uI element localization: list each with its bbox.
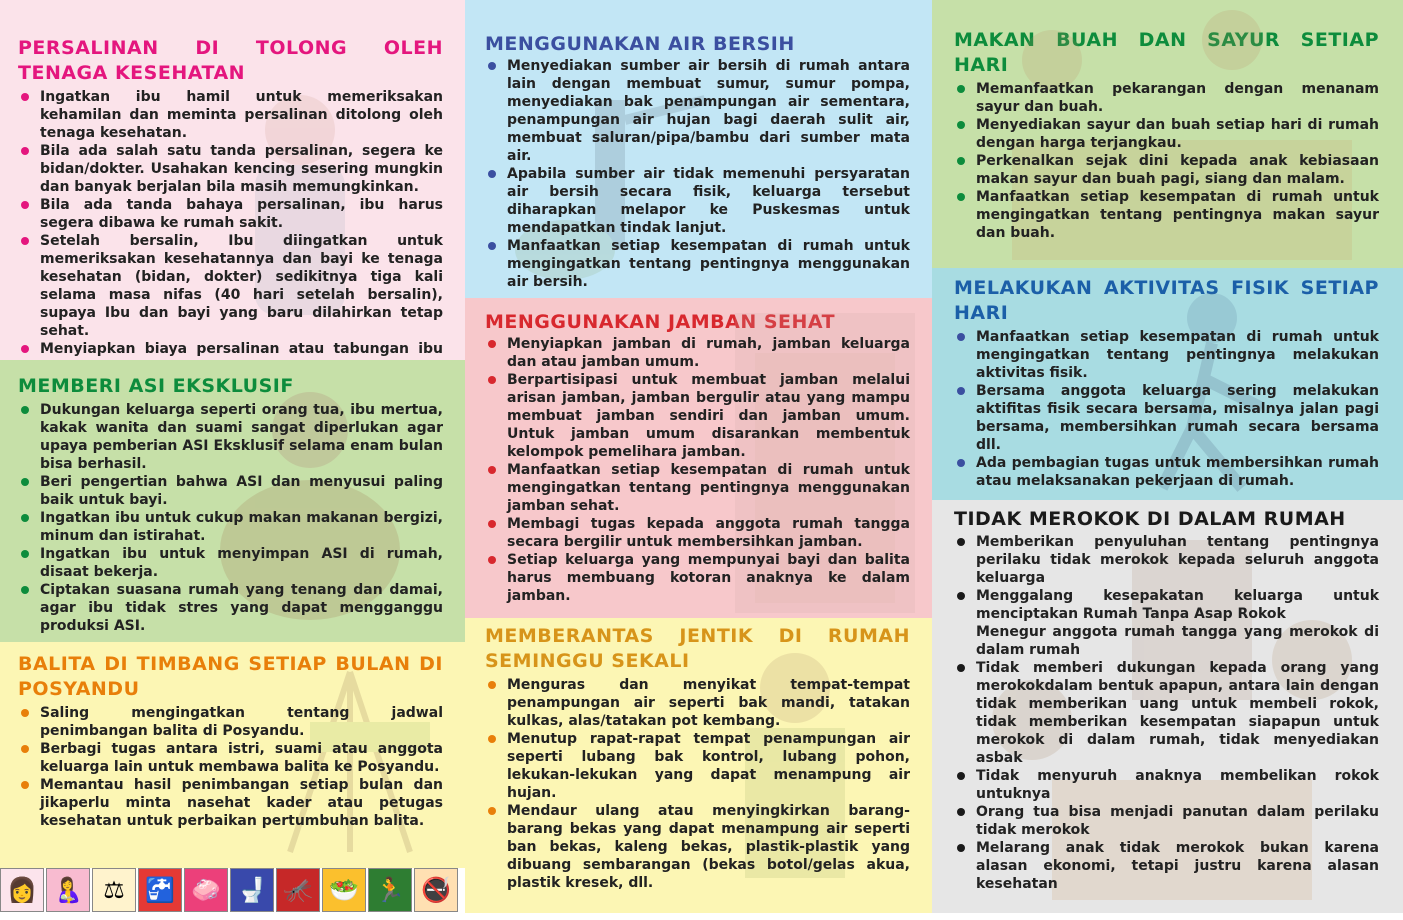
section-title: MENGGUNAKAN JAMBAN SEHAT: [485, 311, 836, 333]
mosquito-larva-icon: 🦟: [276, 868, 320, 912]
list-item: Menyediakan sayur dan buah setiap hari di rumah dengan harga terjangkau.: [954, 116, 1379, 152]
section-aktivitas-fisik: [932, 268, 1403, 500]
list-item: Manfaatkan setiap kesempatan di rumah untuk mengingatkan tentang pentingnya makan sayur dan buah.: [954, 188, 1379, 242]
list-item: Memberikan penyuluhan tentang pentingnya perilaku tidak merokok kepada seluruh anggota keluarga: [954, 533, 1379, 587]
list-item: Manfaatkan setiap kesempatan di rumah untuk mengingatkan tentang pentingnya menggunakan jamban sehat.: [485, 461, 910, 515]
bullet-list: [18, 704, 443, 830]
handwashing-icon: 🧼: [184, 868, 228, 912]
bullet-list: [485, 57, 910, 291]
section-balita: [0, 642, 465, 868]
water-tap-icon: 🚰: [138, 868, 182, 912]
scale-icon: ⚖: [92, 868, 136, 912]
section-title: MELAKUKAN AKTIVITAS FISIK SETIAP HARI: [954, 277, 1379, 324]
list-item: Memanfaatkan pekarangan dengan menanam sayur dan buah.: [954, 80, 1379, 116]
breastfeeding-icon: 🤱: [46, 868, 90, 912]
section-title: MEMBERANTAS JENTIK DI RUMAH SEMINGGU SEKALI: [485, 625, 910, 672]
section-jamban: [465, 298, 932, 618]
list-item: Beri pengertian bahwa ASI dan menyusui paling baik untuk bayi.: [18, 473, 443, 509]
vegetables-icon: 🥗: [322, 868, 366, 912]
list-item: Menyiapkan jamban di rumah, jamban keluarga dan atau jamban umum.: [485, 335, 910, 371]
list-item: Mendaur ulang atau menyingkirkan barang-barang bekas yang dapat menampung air seperti ban bekas, kaleng bekas, plastik-plastik yang dibuang sembarangan (bekas botol/gelas akua, plastik kresek, dll.: [485, 802, 910, 892]
list-item: Menegur anggota rumah tangga yang merokok di dalam rumah: [976, 624, 1379, 658]
list-item: Manfaatkan setiap kesempatan di rumah untuk mengingatkan tentang pentingnya melakukan aktivitas fisik.: [954, 328, 1379, 382]
bullet-list: [954, 80, 1379, 242]
list-item: Ingatkan ibu hamil untuk memeriksakan kehamilan dan meminta persalinan ditolong oleh tenaga kesehatan.: [18, 88, 443, 142]
list-item: Menggalang kesepakatan keluarga untuk menciptakan Rumah Tanpa Asap Rokok: [954, 587, 1379, 623]
list-item: Perkenalkan sejak dini kepada anak kebiasaan makan sayur dan buah pagi, siang dan malam.: [954, 152, 1379, 188]
mother-baby-icon: 👩: [0, 868, 44, 912]
section-asi: [0, 360, 465, 642]
list-item: Setiap keluarga yang mempunyai bayi dan balita harus membuang kotoran anaknya ke dalam jamban.: [485, 551, 910, 605]
section-jentik: [465, 618, 932, 913]
list-item: Dukungan keluarga seperti orang tua, ibu mertua, kakak wanita dan suami sangat diperlukan agar upaya pemberian ASI Eksklusif selama enam bulan bisa berhasil.: [18, 401, 443, 473]
section-air-bersih: [465, 0, 932, 298]
bullet-list: [954, 533, 1379, 893]
list-item: Berbagi tugas antara istri, suami atau anggota keluarga lain untuk membawa balita ke Posyandu.: [18, 740, 443, 776]
bullet-list: [18, 88, 443, 376]
activity-icon: 🏃: [368, 868, 412, 912]
section-title: PERSALINAN DI TOLONG OLEH TENAGA KESEHATAN: [18, 37, 443, 84]
list-item: Menguras dan menyikat tempat-tempat penampungan air seperti bak mandi, tatakan kulkas, alas/tatakan pot kembang.: [485, 676, 910, 730]
bullet-list: [18, 401, 443, 635]
list-item: Setelah bersalin, Ibu diingatkan untuk memeriksakan kesehatannya dan bayi ke tenaga kesehatan (bidan, dokter) sedikitnya tiga kali selama masa nifas (40 hari setelah bersalin), supaya Ibu dan bayi yang baru dilahirkan tetap sehat.: [18, 232, 443, 340]
list-item: Bersama anggota keluarga sering melakukan aktifitas fisik secara bersama, misalnya jalan pagi bersama, membersihkan rumah secara bersama dll.: [954, 382, 1379, 454]
list-item: Manfaatkan setiap kesempatan di rumah untuk mengingatkan tentang pentingnya menggunakan air bersih.: [485, 237, 910, 291]
list-item: Ada pembagian tugas untuk membersihkan rumah atau melaksanakan pekerjaan di rumah.: [954, 454, 1379, 490]
list-item: Ingatkan ibu untuk menyimpan ASI di rumah, disaat bekerja.: [18, 545, 443, 581]
section-title: MEMBERI ASI EKSKLUSIF: [18, 375, 294, 397]
list-item: Memantau hasil penimbangan setiap bulan dan jikaperlu minta nasehat kader atau petugas kesehatan untuk perbaikan pertumbuhan balita.: [18, 776, 443, 830]
list-item: Apabila sumber air tidak memenuhi persyaratan air bersih secara fisik, keluarga tersebut diharapkan melapor ke Puskesmas untuk mendapatkan tindak lanjut.: [485, 165, 910, 237]
list-item: Berpartisipasi untuk membuat jamban melalui arisan jamban, jamban bergulir atau yang mampu membuat jamban sendiri dan jamban umum. Untuk jamban umum disarankan membentuk kelompok pemelihara jamban.: [485, 371, 910, 461]
phbs-icon-strip: [0, 868, 465, 913]
section-title: TIDAK MEROKOK DI DALAM RUMAH: [954, 508, 1346, 530]
bullet-list: [485, 676, 910, 892]
list-item: Orang tua bisa menjadi panutan dalam perilaku tidak merokok: [954, 803, 1379, 839]
list-item: Membagi tugas kepada anggota rumah tangga secara bergilir untuk membersihkan jamban.: [485, 515, 910, 551]
list-item: Menutup rapat-rapat tempat penampungan air seperti lubang bak kontrol, lubang pohon, lekukan-lekukan yang dapat menampung air hujan.: [485, 730, 910, 802]
list-item: Tidak menyuruh anaknya membelikan rokok untuknya: [954, 767, 1379, 803]
section-title: MAKAN BUAH DAN SAYUR SETIAP HARI: [954, 29, 1379, 76]
list-item: Bila ada salah satu tanda persalinan, segera ke bidan/dokter. Usahakan kencing sesering mungkin dan banyak berjalan bila masih memungkinkan.: [18, 142, 443, 196]
section-title: MENGGUNAKAN AIR BERSIH: [485, 33, 795, 55]
no-smoking-icon: 🚭: [414, 868, 458, 912]
section-title: BALITA DI TIMBANG SETIAP BULAN DI POSYANDU: [18, 653, 443, 700]
list-item: Tidak memberi dukungan kepada orang yang merokokdalam bentuk apapun, antara lain dengan tidak memberikan uang untuk membeli rokok, tidak memberikan kesempatan siapapun untuk merokok di dalam rumah, tidak menyediakan asbak: [954, 659, 1379, 767]
list-item: Bila ada tanda bahaya persalinan, ibu harus segera dibawa ke rumah sakit.: [18, 196, 443, 232]
list-item: Ciptakan suasana rumah yang tenang dan damai, agar ibu tidak stres yang dapat mengganggu produksi ASI.: [18, 581, 443, 635]
bullet-list: [485, 335, 910, 605]
toilet-icon: 🚽: [230, 868, 274, 912]
section-tidak-merokok: [932, 500, 1403, 913]
section-buah-sayur: [932, 0, 1403, 268]
list-item: Menyediakan sumber air bersih di rumah antara lain dengan membuat sumur, sumur pompa, menyediakan bak penampungan air sementara, penampungan air hujan bagi daerah sulit air, membuat saluran/pipa/bambu dari sumber mata air.: [485, 57, 910, 165]
list-item: Saling mengingatkan tentang jadwal penimbangan balita di Posyandu.: [18, 704, 443, 740]
list-item: Ingatkan ibu untuk cukup makan makanan bergizi, minum dan istirahat.: [18, 509, 443, 545]
bullet-list: [954, 328, 1379, 490]
list-item: Melarang anak tidak merokok bukan karena alasan ekonomi, tetapi justru karena alasan kesehatan: [954, 839, 1379, 893]
list-item: Menyiapkan biaya persalinan atau tabungan ibu: [18, 340, 443, 376]
section-persalinan: [0, 0, 465, 360]
